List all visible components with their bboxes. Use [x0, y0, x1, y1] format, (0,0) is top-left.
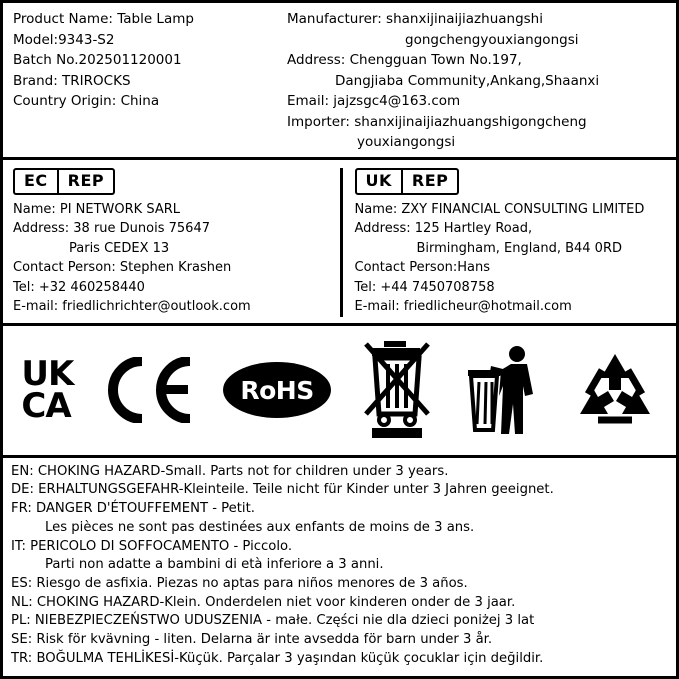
ec-rep-address: Address: 38 rue Dunois 75647	[13, 221, 210, 237]
uk-rep-block	[340, 168, 677, 317]
uk-rep-contact-person: Contact Person:Hans	[354, 260, 491, 276]
product-brand: Brand: TRIROCKS	[13, 72, 131, 89]
manufacturer-email: Email: jajzsgc4@163.com	[287, 93, 461, 110]
warnings-section	[3, 458, 676, 676]
product-info-section	[3, 3, 676, 160]
warning-line: Parti non adatte a bambini di età inferiore a 3 anni.	[45, 557, 384, 573]
uk-rep-tel: Tel: +44 7450708758	[354, 279, 495, 295]
ukca-mark-icon	[21, 353, 74, 427]
ec-rep-name: Name: PI NETWORK SARL	[13, 201, 180, 217]
rohs-text: RoHS	[223, 362, 331, 418]
uk-rep-address: Address: 125 Hartley Road,	[354, 221, 533, 237]
ukca-text-bottom: CA	[21, 386, 71, 427]
representatives-section	[3, 160, 676, 326]
manufacturer-name-cont: gongchengyouxiangongsi	[405, 31, 579, 48]
product-name: Product Name: Table Lamp	[13, 11, 194, 27]
product-country-origin: Country Origin: China	[13, 93, 160, 110]
warning-line: EN: CHOKING HAZARD-Small. Parts not for children under 3 years.	[11, 463, 449, 479]
ec-rep-badge-left: EC	[24, 171, 48, 191]
warning-line: IT: PERICOLO DI SOFFOCAMENTO - Piccolo.	[11, 538, 293, 554]
uk-rep-email: E-mail: friedlicheur@hotmail.com	[354, 299, 572, 315]
recycle-mobius-icon	[572, 350, 658, 430]
importer-name-cont: youxiangongsi	[357, 134, 456, 151]
warning-line: DE: ERHALTUNGSGEFAHR-Kleinteile. Teile nicht für Kinder unter 3 Jahren geeignet.	[11, 482, 554, 498]
uk-rep-address-cont: Birmingham, England, B44 0RD	[416, 240, 622, 256]
weee-crossed-bin-icon	[360, 338, 434, 442]
warning-line: TR: BOĞULMA TEHLİKESİ-Küçük. Parçalar 3 yaşından küçük çocuklar için değildir.	[11, 650, 544, 666]
ec-rep-contact-person: Contact Person: Stephen Krashen	[13, 260, 232, 276]
warning-line: SE: Risk för kvävning - liten. Delarna är inte avsedda för barn under 3 år.	[11, 632, 493, 648]
tidyman-mark-icon	[463, 342, 543, 438]
ec-rep-badge	[13, 168, 115, 195]
product-batch-no: Batch No.202501120001	[13, 52, 182, 69]
manufacturer-address: Address: Chengguan Town No.197,	[287, 52, 522, 69]
product-info-right	[285, 9, 676, 153]
manufacturer-name: Manufacturer: shanxijinaijiazhuangshi	[287, 11, 543, 27]
rohs-mark-icon	[223, 362, 331, 418]
product-info-left	[3, 9, 285, 153]
uk-rep-badge-right: REP	[401, 170, 457, 193]
warning-line: PL: NIEBEZPIECZEŃSTWO UDUSZENIA - małe. Części nie dla dzieci poniżej 3 lat	[11, 613, 535, 629]
uk-rep-name: Name: ZXY FINANCIAL CONSULTING LIMITED	[354, 201, 645, 217]
ec-rep-address-cont: Paris CEDEX 13	[69, 240, 170, 256]
ec-rep-block	[3, 168, 340, 317]
ec-rep-tel: Tel: +32 460258440	[13, 279, 145, 295]
uk-rep-badge	[355, 168, 460, 195]
compliance-symbols-section	[3, 326, 676, 458]
warning-line: Les pièces ne sont pas destinées aux enfants de moins de 3 ans.	[45, 519, 475, 535]
ec-rep-badge-right: REP	[57, 170, 113, 193]
ec-rep-email: E-mail: friedlichrichter@outlook.com	[13, 299, 251, 315]
warning-line: FR: DANGER D'ÉTOUFFEMENT - Petit.	[11, 501, 255, 517]
ukca-text-top: UK	[21, 353, 74, 394]
warning-line: NL: CHOKING HAZARD-Klein. Onderdelen niet voor kinderen onder de 3 jaar.	[11, 594, 516, 610]
warning-line: ES: Riesgo de asfixia. Piezas no aptas para niños menores de 3 años.	[11, 576, 468, 592]
manufacturer-address-cont: Dangjiaba Community,Ankang,Shaanxi	[335, 72, 600, 89]
importer-name: Importer: shanxijinaijiazhuangshigongcheng	[287, 113, 587, 130]
product-model: Model:9343-S2	[13, 31, 115, 48]
uk-rep-badge-left: UK	[365, 171, 392, 191]
ce-mark-icon	[102, 357, 194, 423]
